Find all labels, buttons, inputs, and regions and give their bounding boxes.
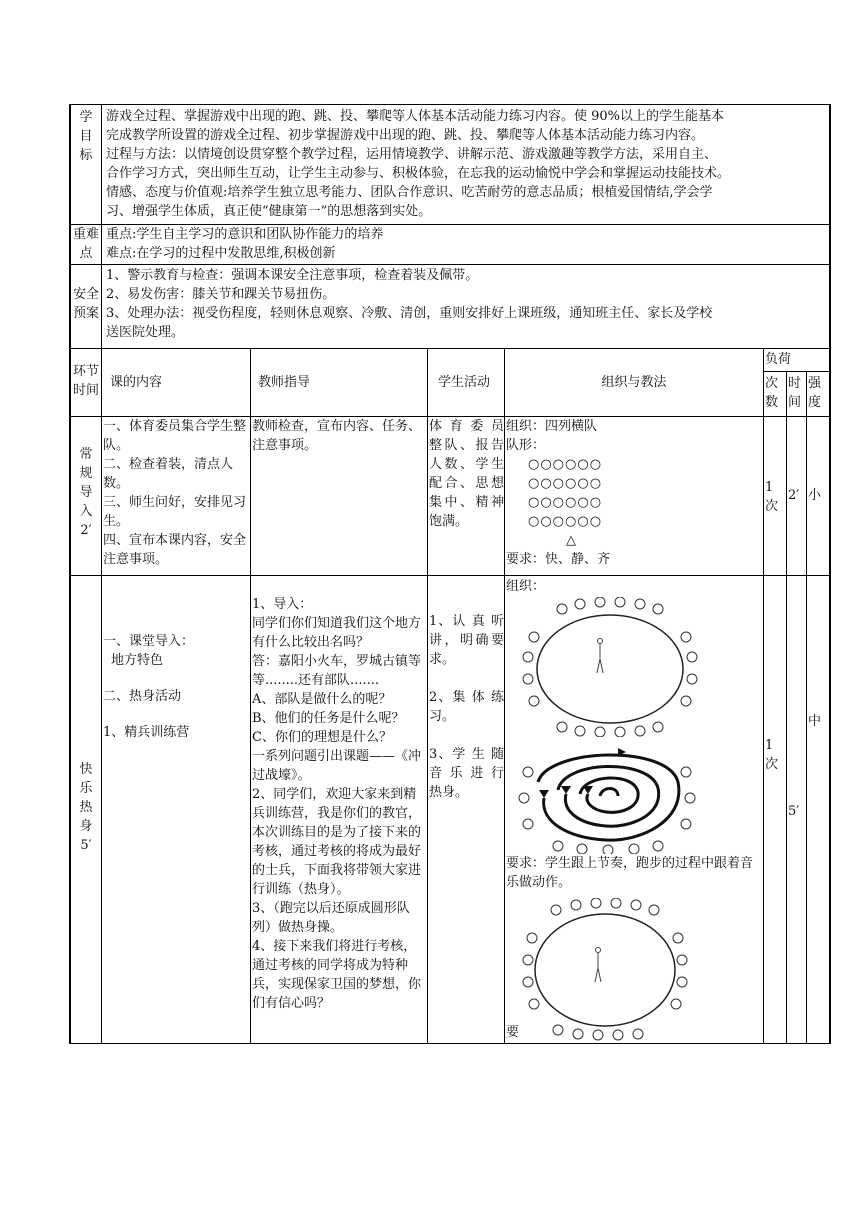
routine-requirement: 要求：快、静、齐 <box>506 552 611 567</box>
safety-label: 安全 预案 <box>72 287 99 321</box>
warmup-content <box>103 632 250 752</box>
table-right-border <box>829 104 831 1044</box>
row-divider <box>69 575 830 576</box>
header-intensity: 强 度 <box>808 376 822 410</box>
formation-label: 队形： <box>506 438 546 453</box>
goal-line: 完成教学所设置的游戏全过程、初步掌握游戏中出现的跑、跳、投、攀爬等人体基本活动能力练习内容。 <box>106 128 705 143</box>
warmup-label: 快 乐 热 身 5′ <box>79 762 93 853</box>
label-column-border <box>101 104 102 1044</box>
safety-line: 3、处理办法：视受伤程度，轻则休息观察、冷敷、清创，重则安排好上课班级，通知班主任、家长及学校 <box>106 306 713 321</box>
row-divider <box>69 264 830 265</box>
table-bottom-border <box>69 1043 830 1044</box>
warmup-content-item: 二、热身活动 <box>103 689 182 704</box>
routine-intensity: 小 <box>808 488 822 503</box>
routine-organization <box>506 417 763 574</box>
keypoints-label: 重难 点 <box>72 227 99 261</box>
header-organization: 组织与教法 <box>601 375 667 390</box>
formation-row: ○○○○○○ <box>528 457 603 472</box>
warmup-content-item: 地方特色 <box>111 653 164 668</box>
routine-teacher: 教师检查，宣布内容、任务、注意事项。 <box>252 419 422 453</box>
safety-line: 2、易发伤害：膝关节和踝关节易扭伤。 <box>106 287 336 302</box>
goal-content <box>106 106 828 224</box>
warmup-duration: 5′ <box>788 804 800 819</box>
column-divider <box>786 371 787 1044</box>
circle-formation-svg <box>522 597 698 737</box>
goal-line: 合作学习方式，突出师生互动，让学生主动参与、积极体验，在忘我的运动愉悦中学会和掌握运动技能技术。 <box>106 166 731 181</box>
circle-formation-diagram-2 <box>522 898 688 1043</box>
header-load: 负荷 <box>765 352 792 367</box>
safety-content <box>106 266 828 348</box>
header-student: 学生活动 <box>438 375 491 390</box>
warmup-student: 1、认 真 听讲，明确要求。 2、集 体 练习。 3、学 生 随音 乐 进 行热身。 <box>429 614 504 800</box>
warmup-intensity: 中 <box>808 714 822 729</box>
keypoint-line: 重点:学生自主学习的意识和团队协作能力的培养 <box>106 227 384 242</box>
spiral-run-diagram <box>518 742 696 854</box>
org-title: 组织：四列横队 <box>506 419 598 434</box>
formation-row: ○○○○○○ <box>528 495 603 510</box>
goal-line: 习、增强学生体质，真正使“健康第一”的思想落到实处。 <box>106 204 432 219</box>
column-divider <box>427 348 428 1044</box>
formation-row: ○○○○○○ <box>528 514 603 529</box>
header-duration: 时 间 <box>788 376 802 410</box>
warmup-content-item: 一、课堂导入： <box>103 634 195 649</box>
column-divider <box>504 348 505 1044</box>
warmup-requirement: 要求：学生跟上节奏，跑步的过程中跟着音乐做动作。 <box>506 856 754 890</box>
goal-line: 情感、态度与价值观:培养学生独立思考能力、团队合作意识、吃苦耐劳的意志品质；根植爱国情结,学会学 <box>106 185 713 200</box>
header-teacher: 教师指导 <box>258 375 311 390</box>
row-divider <box>69 348 830 349</box>
routine-label: 常 规 导 入 2′ <box>79 447 93 538</box>
header-stage-time: 环节 时间 <box>72 364 99 398</box>
routine-student: 体 育 委 员整队、报告人数、学生配合、思想集中、精神饱满。 <box>429 419 504 529</box>
column-divider <box>763 348 764 1044</box>
circle-formation-diagram <box>522 597 698 737</box>
column-divider <box>250 348 251 1044</box>
keypoints-content <box>106 225 828 264</box>
goal-label: 学 目 标 <box>79 110 93 163</box>
routine-times: 1 次 <box>765 480 779 514</box>
column-divider <box>806 371 807 1044</box>
keypoint-line: 难点:在学习的过程中发散思维,积极创新 <box>106 246 336 261</box>
header-content: 课的内容 <box>110 375 163 390</box>
routine-content: 一、体育委员集合学生整队。 二、检查着装，清点人数。 三、师生问好，安排见习生。 四、宣布本课内容，安全注意事项。 <box>103 419 247 567</box>
table-top-border <box>69 104 830 105</box>
warmup-content-item: 1、精兵训练营 <box>103 725 190 740</box>
goal-line: 过程与方法：以情境创设贯穿整个教学过程，运用情境教学、讲解示范、游戏激趣等教学方法，采用自主、 <box>106 147 718 162</box>
safety-line: 送医院处理。 <box>106 325 185 340</box>
warmup-org-title: 组织： <box>506 579 546 594</box>
load-subheader-divider <box>763 371 830 372</box>
formation-row: ○○○○○○ <box>528 476 603 491</box>
safety-line: 1、警示教育与检查：强调本课安全注意事项，检查着装及佩带。 <box>106 268 479 283</box>
header-times: 次 数 <box>765 376 779 410</box>
warmup-requirement-tail: 要 <box>506 1025 520 1040</box>
warmup-times: 1 次 <box>765 738 779 772</box>
routine-duration: 2′ <box>788 488 800 503</box>
spiral-run-svg <box>518 742 696 854</box>
warmup-teacher: 1、导入： 同学们你们知道我们这个地方有什么比较出名吗？ 答：嘉阳小火车，罗城古镇等等........还有部队....... A、部队是做什么的呢？ B、他们的任务是什么呢？ C、你们的理想是什么？ 一系列问题引出课题——《冲过战壕》。 2、同学们，欢迎大家来到精兵训练营，我是你们的教官，本次训练目的是为了接下来的考核，通过考核的将成为最好的士兵，下面我将带领大家进行训练（热身）。 3、（跑完以后还原成圆形队列）做热身操。 4、接下来我们将进行考核，通过考核的同学将成为特种兵，实现保家卫国的梦想，你们有信心吗？ <box>252 597 422 1011</box>
circle-formation-svg-2 <box>522 898 688 1043</box>
goal-line: 游戏全过程、掌握游戏中出现的跑、跳、投、攀爬等人体基本活动能力练习内容。使 90%以上的学生能基本 <box>106 109 725 124</box>
teacher-triangle-icon: △ <box>566 533 576 548</box>
